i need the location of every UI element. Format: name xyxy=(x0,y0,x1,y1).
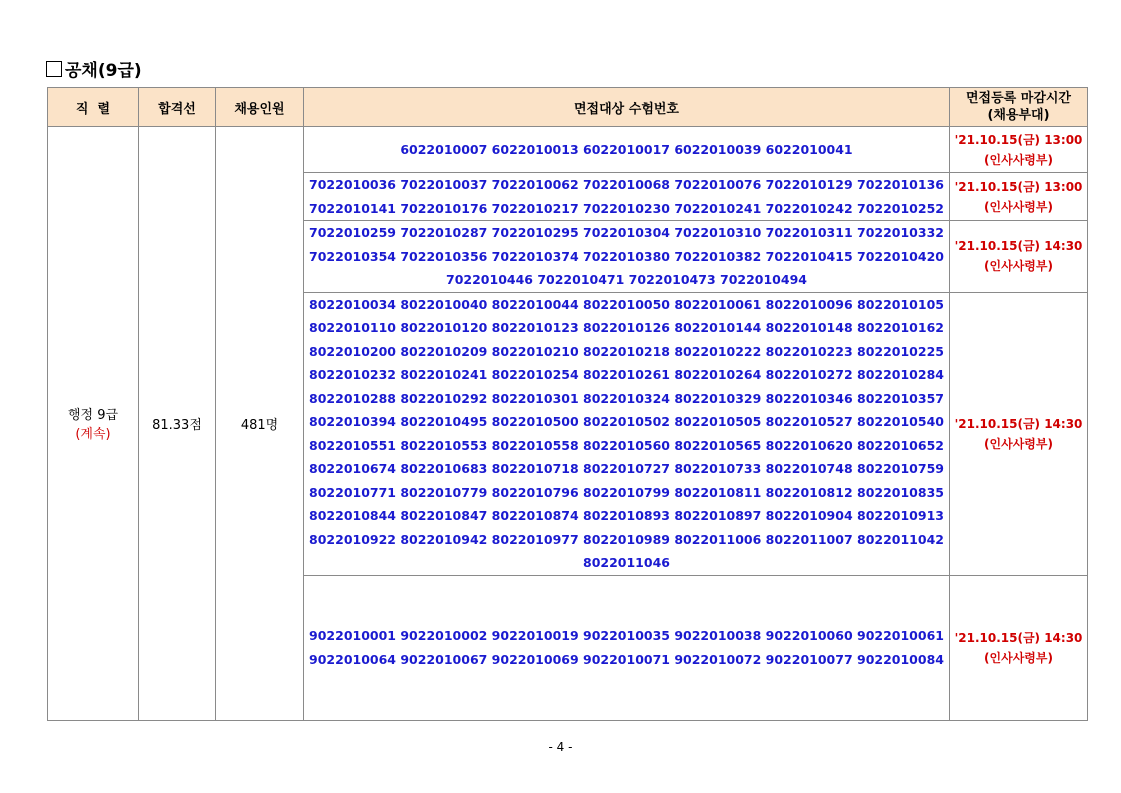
numbers-cell xyxy=(304,575,950,720)
header-position: 직 렬 xyxy=(48,88,139,127)
number-line: 8022010232 8022010241 8022010254 8022010261 8022010264 8022010272 8022010284 xyxy=(309,367,944,382)
section-title: 공채(9급) xyxy=(65,61,142,81)
deadline-cell xyxy=(950,575,1088,720)
deadline-cell xyxy=(950,292,1088,575)
numbers-cell xyxy=(304,221,950,293)
number-line: 8022010844 8022010847 8022010874 8022010893 8022010897 8022010904 8022010913 xyxy=(309,508,944,523)
number-line: 8022011046 xyxy=(583,555,670,570)
number-line: 8022010288 8022010292 8022010301 8022010324 8022010329 8022010346 8022010357 xyxy=(309,390,944,406)
table-header-row xyxy=(48,88,1088,127)
number-line: 7022010036 7022010037 7022010062 7022010068 7022010076 7022010129 7022010136 xyxy=(309,177,944,192)
header-deadline-line2: (채용부대) xyxy=(987,108,1050,123)
number-line: 9022010001 9022010002 9022010019 9022010035 9022010038 9022010060 9022010061 xyxy=(309,628,944,643)
numbers-cell xyxy=(304,127,950,173)
number-line: 8022010922 8022010942 8022010977 8022010989 8022011006 8022011007 8022011042 xyxy=(309,531,944,547)
position-cell xyxy=(48,127,139,721)
deadline-unit: (인사사령부) xyxy=(984,152,1053,167)
number-line: 8022010674 8022010683 8022010718 8022010727 8022010733 8022010748 8022010759 xyxy=(309,461,944,476)
page-number: - 4 - xyxy=(548,740,573,754)
deadline-time: '21.10.15(금) 13:00 xyxy=(954,179,1083,194)
number-line: 7022010141 7022010176 7022010217 7022010230 7022010241 7022010242 7022010252 xyxy=(309,200,944,216)
deadline-cell xyxy=(950,221,1088,293)
deadline-cell xyxy=(950,127,1088,173)
number-line: 8022010200 8022010209 8022010210 8022010218 8022010222 8022010223 8022010225 xyxy=(309,343,944,359)
hires-cell: 481명 xyxy=(216,127,304,721)
number-line: 8022010034 8022010040 8022010044 8022010050 8022010061 8022010096 8022010105 xyxy=(309,296,944,312)
deadline-time: '21.10.15(금) 14:30 xyxy=(954,630,1083,645)
number-line: 8022010771 8022010779 8022010796 8022010799 8022010811 8022010812 8022010835 xyxy=(309,484,944,500)
header-deadline-line1: 면접등록 마감시간 xyxy=(966,91,1071,106)
number-line: 7022010446 7022010471 7022010473 7022010494 xyxy=(446,272,807,287)
header-hires: 채용인원 xyxy=(216,88,304,127)
number-line: 7022010259 7022010287 7022010295 7022010304 7022010310 7022010311 7022010332 xyxy=(309,225,944,240)
deadline-time: '21.10.15(금) 13:00 xyxy=(954,132,1083,147)
number-line: 9022010064 9022010067 9022010069 9022010071 9022010072 9022010077 9022010084 xyxy=(309,651,944,667)
checkbox-square-icon xyxy=(46,61,62,77)
deadline-unit: (인사사령부) xyxy=(984,650,1053,665)
deadline-unit: (인사사령부) xyxy=(984,199,1053,214)
table-row xyxy=(48,127,1088,173)
deadline-cell xyxy=(950,173,1088,221)
number-line: 8022010110 8022010120 8022010123 8022010126 8022010144 8022010148 8022010162 xyxy=(309,320,944,335)
deadline-unit: (인사사령부) xyxy=(984,436,1053,451)
number-line: 6022010007 6022010013 6022010017 6022010039 6022010041 xyxy=(400,141,853,157)
continued-label: (계속) xyxy=(75,427,111,443)
position-name: 행정 9급 xyxy=(67,408,119,424)
cutoff-cell: 81.33점 xyxy=(139,127,216,721)
deadline-time: '21.10.15(금) 14:30 xyxy=(954,239,1083,254)
header-cutoff: 합격선 xyxy=(139,88,216,127)
number-line: 8022010551 8022010553 8022010558 8022010560 8022010565 8022010620 8022010652 xyxy=(309,437,944,453)
interview-table xyxy=(47,87,1088,721)
deadline-time: '21.10.15(금) 14:30 xyxy=(954,416,1083,431)
section-heading xyxy=(46,56,142,81)
number-line: 7022010354 7022010356 7022010374 7022010380 7022010382 7022010415 7022010420 xyxy=(309,248,944,264)
deadline-unit: (인사사령부) xyxy=(984,259,1053,274)
header-deadline xyxy=(950,88,1088,127)
numbers-cell xyxy=(304,292,950,575)
header-numbers: 면접대상 수험번호 xyxy=(304,88,950,127)
numbers-cell xyxy=(304,173,950,221)
number-line: 8022010394 8022010495 8022010500 8022010502 8022010505 8022010527 8022010540 xyxy=(309,414,944,429)
